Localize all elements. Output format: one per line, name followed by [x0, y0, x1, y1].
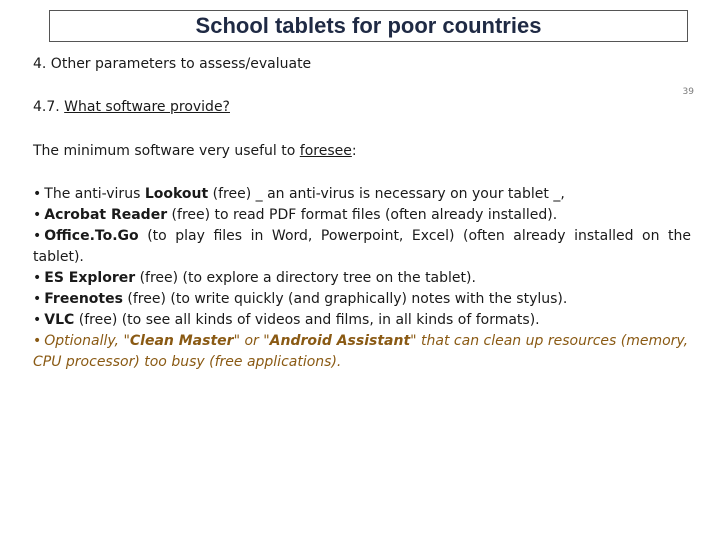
software-list — [33, 184, 691, 373]
page-number: 39 — [682, 87, 694, 97]
subsection-text: What software provide? — [64, 99, 230, 115]
bullet-icon: • — [33, 207, 42, 223]
item-description: (to play files in Word, Powerpoint, Excel) (often already installed on the tablet). — [33, 228, 691, 265]
list-item-es-explorer — [33, 268, 691, 289]
bullet-icon: • — [33, 228, 42, 244]
item-name: ES Explorer — [44, 270, 136, 286]
item-name: VLC — [44, 312, 75, 328]
item-description: (free) to read PDF format files (often already installed). — [167, 207, 558, 223]
item-description: (free) (to see all kinds of videos and films, in all kinds of formats). — [74, 312, 540, 328]
bullet-icon: • — [33, 333, 42, 349]
item-pre: The anti-virus — [44, 186, 145, 202]
intro-underlined: foresee — [299, 143, 352, 159]
item-name: Lookout — [144, 186, 209, 202]
note-text-2: " or " — [233, 333, 270, 349]
item-name: Freenotes — [44, 291, 123, 307]
list-item-acrobat-reader — [33, 205, 691, 226]
slide-title: School tablets for poor countries — [49, 10, 688, 42]
note-text-1: Optionally, " — [44, 333, 130, 349]
list-item-office-to-go — [33, 226, 691, 268]
list-item-vlc — [33, 310, 691, 331]
intro-text — [33, 143, 357, 159]
item-description: (free) _ an anti-virus is necessary on your tablet _, — [208, 186, 565, 202]
intro-prefix: The minimum software very useful to — [33, 143, 300, 159]
note-text-3: " that can clean up resources (memory, CPU processor) too busy (free applications). — [33, 333, 689, 370]
item-description: (free) (to write quickly (and graphically) notes with the stylus). — [122, 291, 568, 307]
list-item-optional-cleaners — [33, 331, 691, 373]
item-name: Office.To.Go — [44, 228, 139, 244]
list-item-lookout — [33, 184, 691, 205]
subsection-number: 4.7. — [33, 99, 60, 115]
subsection-heading — [33, 99, 230, 115]
bullet-icon: • — [33, 312, 42, 328]
item-description: (free) (to explore a directory tree on the tablet). — [135, 270, 476, 286]
intro-suffix: : — [351, 143, 357, 159]
bullet-icon: • — [33, 270, 42, 286]
note-app-android-assistant: Android Assistant — [269, 333, 411, 349]
item-name: Acrobat Reader — [44, 207, 168, 223]
section-heading: 4. Other parameters to assess/evaluate — [33, 56, 312, 72]
list-item-freenotes — [33, 289, 691, 310]
note-app-clean-master: Clean Master — [129, 333, 234, 349]
bullet-icon: • — [33, 291, 42, 307]
bullet-icon: • — [33, 186, 42, 202]
